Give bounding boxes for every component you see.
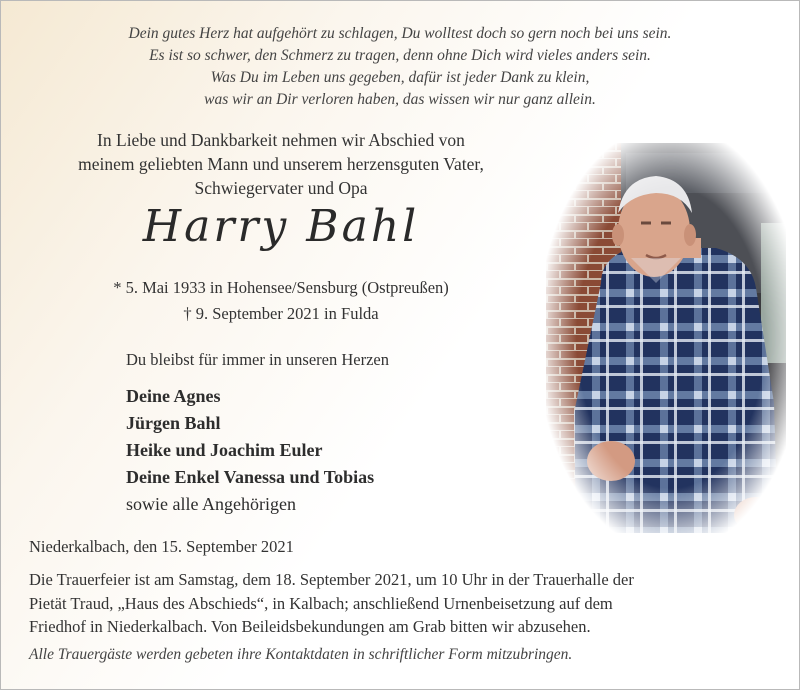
life-dates (31, 275, 531, 327)
funeral-info (29, 568, 789, 639)
death-date: † 9. September 2021 in Fulda (183, 304, 379, 323)
poem (1, 23, 799, 111)
heart-line: Du bleibst für immer in unseren Herzen (126, 350, 390, 369)
poem-line: Was Du im Leben uns gegeben, dafür ist jeder Dank zu klein, (210, 69, 590, 86)
birth-date: * 5. Mai 1933 in Hohensee/Sensburg (Ostpreußen) (113, 278, 449, 297)
mourner: Deine Enkel Vanessa und Tobias (126, 467, 375, 487)
info-line: Friedhof in Niederkalbach. Von Beileidsbekundungen am Grab bitten wir abzusehen. (29, 617, 591, 636)
intro-line: meinem geliebten Mann und unserem herzensguten Vater, (78, 154, 484, 174)
portrait-photo (546, 143, 786, 533)
info-line: Die Trauerfeier ist am Samstag, dem 18. September 2021, um 10 Uhr in der Trauerhalle der (29, 570, 634, 589)
place-date: Niederkalbach, den 15. September 2021 (29, 537, 294, 556)
info-line: Pietät Traud, „Haus des Abschieds“, in Kalbach; anschließend Urnenbeisetzung auf dem (29, 593, 613, 613)
relatives-line: sowie alle Angehörigen (126, 494, 296, 514)
mourner: Heike und Joachim Euler (126, 440, 323, 460)
poem-line: Dein gutes Herz hat aufgehört zu schlagen, Du wolltest doch so gern noch bei uns sein. (128, 25, 672, 42)
poem-line: Es ist so schwer, den Schmerz zu tragen, denn ohne Dich wird vieles anders sein. (149, 47, 651, 64)
mourner: Jürgen Bahl (126, 413, 221, 433)
poem-line: was wir an Dir verloren haben, das wissen wir nur ganz allein. (204, 91, 596, 108)
intro-text (31, 128, 531, 200)
mourners-list (126, 383, 374, 518)
deceased-name: Harry Bahl (142, 201, 420, 252)
intro-line: Schwiegervater und Opa (194, 178, 368, 198)
contact-note: Alle Trauergäste werden gebeten ihre Kontaktdaten in schriftlicher Form mitzubringen. (29, 646, 573, 663)
intro-line: In Liebe und Dankbarkeit nehmen wir Abschied von (97, 130, 465, 150)
mourner: Deine Agnes (126, 386, 221, 406)
